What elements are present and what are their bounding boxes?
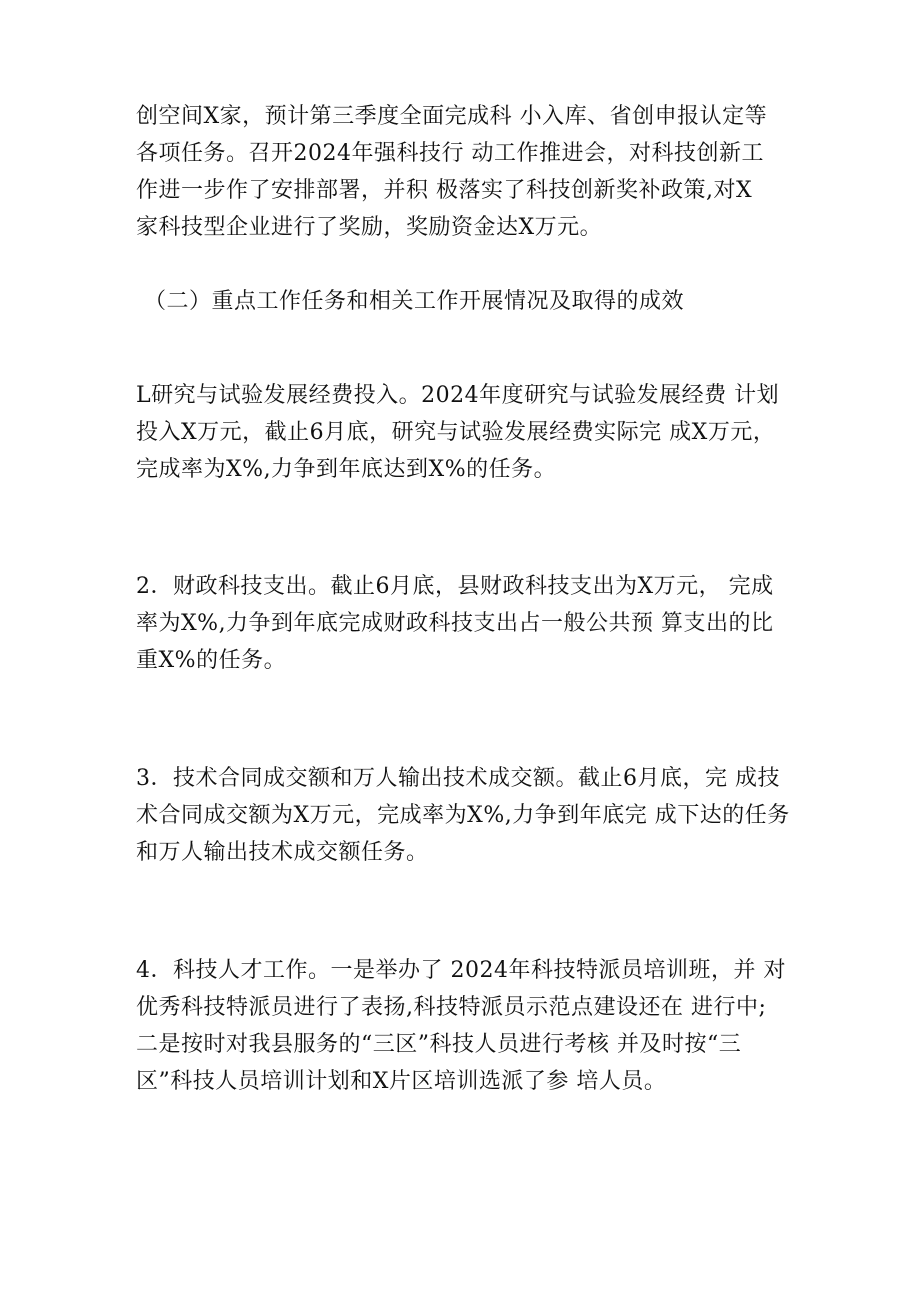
paragraph-line: 率为X%,力争到年底完成财政科技支出占一般公共预 算支出的比 (136, 611, 774, 636)
paragraph-line: 2．财政科技支出。截止6月底，县财政科技支出为X万元， 完成 (136, 574, 774, 599)
paragraph-line: 重X%的任务。 (136, 648, 287, 673)
paragraph-line: 投入X万元，截止6月底，研究与试验发展经费实际完 成X万元， (136, 420, 776, 445)
paragraph-line: 作进一步作了安排部署，并积 极落实了科技创新奖补政策,对X (136, 178, 753, 203)
paragraph-line: 家科技型企业进行了奖励，奖励资金达X万元。 (136, 215, 603, 240)
item-paragraph-1 (136, 377, 796, 488)
paragraph-line: 二是按时对我县服务的“三区”科技人员进行考核 并及时按“三 (136, 1032, 742, 1057)
paragraph-line: 各项任务。召开2024年强科技行 动工作推进会，对科技创新工 (136, 141, 764, 166)
paragraph-line: 和万人输出技术成交额任务。 (136, 840, 429, 865)
paragraph-line: 4．科技人才工作。一是举办了 2024年科技特派员培训班，并 对 (136, 958, 786, 983)
paragraph-line: L研究与试验发展经费投入。2024年度研究与试验发展经费 计划 (136, 383, 780, 408)
paragraph-line: 术合同成交额为X万元，完成率为X%,力争到年底完 成下达的任务 (136, 803, 790, 828)
paragraph-line: 创空间X家，预计第三季度全面完成科 小入库、省创申报认定等 (136, 104, 768, 129)
item-paragraph-4 (136, 952, 796, 1100)
paragraph-line: 完成率为X%,力争到年底达到X%的任务。 (136, 457, 557, 482)
item-paragraph-2 (136, 568, 796, 679)
intro-paragraph (136, 98, 796, 246)
paragraph-line: 优秀科技特派员进行了表扬,科技特派员示范点建设还在 进行中; (136, 995, 767, 1020)
item-paragraph-3 (136, 760, 796, 871)
paragraph-line: 3．技术合同成交额和万人输出技术成交额。截止6月底，完 成技 (136, 766, 780, 791)
section-heading: （二）重点工作任务和相关工作开展情况及取得的成效 (144, 289, 685, 314)
paragraph-line: 区”科技人员培训计划和X片区培训选派了参 培人员。 (136, 1069, 667, 1094)
